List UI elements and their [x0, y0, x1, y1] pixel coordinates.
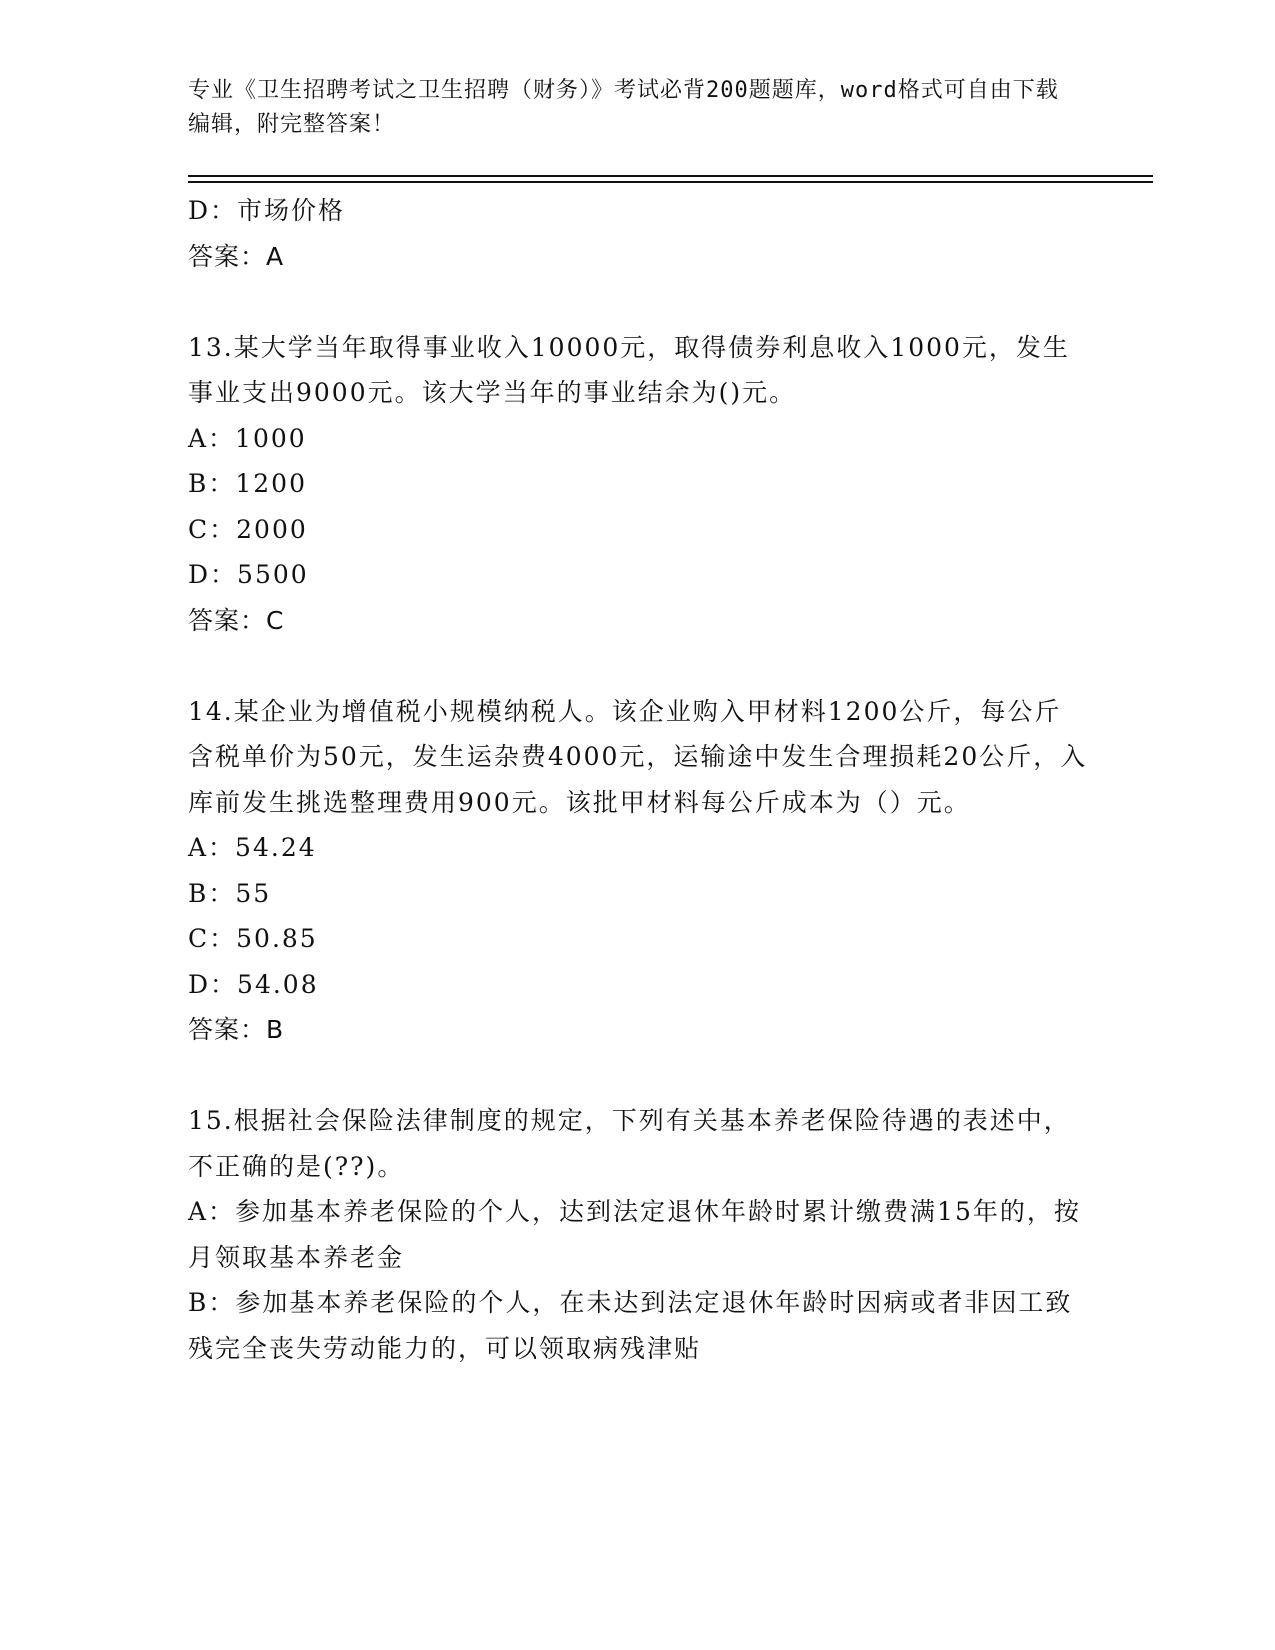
spacer	[188, 279, 1088, 325]
header-divider-top	[188, 175, 1153, 177]
option-a: A：1000	[188, 423, 307, 453]
question-14	[188, 689, 1088, 1053]
spacer	[188, 1053, 1088, 1099]
answer-line: 答案：C	[188, 605, 285, 635]
question-13	[188, 325, 1088, 644]
question-15	[188, 1098, 1088, 1371]
option-d: D：5500	[188, 560, 309, 589]
option-c: C：2000	[188, 514, 308, 544]
option-b: B：55	[188, 878, 272, 908]
option-d: D：市场价格	[188, 196, 346, 225]
answer-line: 答案：A	[188, 241, 285, 271]
document-header	[188, 74, 1068, 142]
option-a: A：54.24	[188, 833, 317, 862]
header-divider-bottom	[188, 181, 1153, 183]
option-d: D：54.08	[188, 969, 319, 999]
option-a: A：参加基本养老保险的个人，达到法定退休年龄时累计缴费满15年的，按月领取基本养老金	[188, 1197, 1081, 1272]
option-c: C：50.85	[188, 924, 318, 953]
question-stem: 15.根据社会保险法律制度的规定，下列有关基本养老保险待遇的表述中，不正确的是(??)。	[188, 1106, 1071, 1181]
question-stem: 14.某企业为增值税小规模纳税人。该企业购入甲材料1200公斤，每公斤含税单价为50元，发生运杂费4000元，运输途中发生合理损耗20公斤，入库前发生挑选整理费用900元。该批甲材料每公斤成本为（）元。	[188, 696, 1088, 817]
question-stem: 13.某大学当年取得事业收入10000元，取得债券利息收入1000元，发生事业支出9000元。该大学当年的事业结余为()元。	[188, 332, 1070, 407]
option-b: B：1200	[188, 469, 307, 498]
option-b: B：参加基本养老保险的个人，在未达到法定退休年龄时因病或者非因工致残完全丧失劳动能力的，可以领取病残津贴	[188, 1288, 1073, 1363]
document-body	[188, 188, 1088, 1371]
previous-question-tail	[188, 188, 1088, 279]
spacer	[188, 643, 1088, 689]
document-title: 专业《卫生招聘考试之卫生招聘（财务）》考试必背200题题库，word格式可自由下载编辑，附完整答案！	[188, 78, 1059, 137]
answer-line: 答案：B	[188, 1015, 285, 1044]
